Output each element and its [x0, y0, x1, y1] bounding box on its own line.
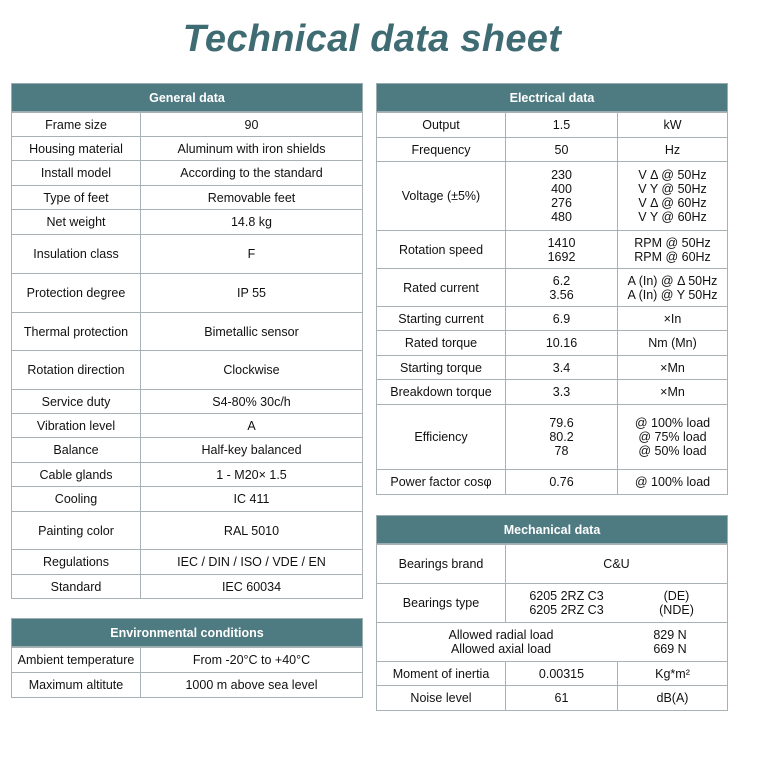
mech-value-group	[506, 584, 728, 623]
general-row	[12, 186, 363, 210]
general-row	[12, 161, 363, 186]
electrical-label: Output	[377, 113, 506, 138]
general-row	[12, 575, 363, 599]
mech-label: Bearings brand	[377, 545, 506, 584]
electrical-data-header: Electrical data	[376, 83, 728, 112]
electrical-row	[377, 138, 728, 162]
general-label: Type of feet	[12, 186, 141, 210]
electrical-row	[377, 231, 728, 269]
electrical-unit: V Δ @ 50Hz V Y @ 50Hz V Δ @ 60Hz V Y @ 60Hz	[618, 162, 728, 231]
general-value: Clockwise	[141, 351, 363, 390]
electrical-value: 1410 1692	[506, 231, 618, 269]
mech-label: Noise level	[377, 686, 506, 711]
electrical-unit: Nm (Mn)	[618, 331, 728, 356]
environmental-label: Maximum altitute	[12, 673, 141, 698]
environmental-value: From -20°C to +40°C	[141, 648, 363, 673]
mech-unit: Kg*m²	[618, 662, 728, 686]
general-label: Net weight	[12, 210, 141, 235]
mech-row-loads	[377, 623, 728, 662]
general-value: Bimetallic sensor	[141, 313, 363, 351]
electrical-row	[377, 269, 728, 307]
electrical-unit: ×In	[618, 307, 728, 331]
general-value: 14.8 kg	[141, 210, 363, 235]
general-label: Cable glands	[12, 463, 141, 487]
mech-row-inertia	[377, 662, 728, 686]
general-label: Rotation direction	[12, 351, 141, 390]
electrical-unit: A (In) @ Δ 50Hz A (In) @ Y 50Hz	[618, 269, 728, 307]
environmental-section	[11, 618, 363, 698]
electrical-row	[377, 470, 728, 495]
general-row	[12, 274, 363, 313]
general-value: Half-key balanced	[141, 438, 363, 463]
mech-value-group	[377, 623, 728, 662]
environmental-value: 1000 m above sea level	[141, 673, 363, 698]
mech-value: 829 N 669 N	[653, 628, 687, 656]
general-value: Aluminum with iron shields	[141, 137, 363, 161]
mech-value: 61	[506, 686, 618, 711]
general-label: Insulation class	[12, 235, 141, 274]
electrical-value: 3.4	[506, 356, 618, 380]
mechanical-data-header: Mechanical data	[376, 515, 728, 544]
electrical-row	[377, 307, 728, 331]
mech-row-bearings-type	[377, 584, 728, 623]
mech-label: Allowed radial load Allowed axial load	[448, 628, 554, 656]
mech-value: C&U	[506, 545, 728, 584]
electrical-label: Rated torque	[377, 331, 506, 356]
general-value: IP 55	[141, 274, 363, 313]
general-label: Thermal protection	[12, 313, 141, 351]
general-label: Protection degree	[12, 274, 141, 313]
mechanical-data-table	[376, 544, 728, 711]
general-row	[12, 351, 363, 390]
general-value: S4-80% 30c/h	[141, 390, 363, 414]
mech-value: 6205 2RZ C3 6205 2RZ C3	[529, 589, 604, 617]
electrical-row	[377, 331, 728, 356]
electrical-unit: @ 100% load	[618, 470, 728, 495]
general-value: Removable feet	[141, 186, 363, 210]
mech-unit: dB(A)	[618, 686, 728, 711]
general-row	[12, 550, 363, 575]
general-label: Service duty	[12, 390, 141, 414]
general-label: Frame size	[12, 113, 141, 137]
general-label: Install model	[12, 161, 141, 186]
environmental-label: Ambient temperature	[12, 648, 141, 673]
mech-label: Bearings type	[377, 584, 506, 623]
electrical-row	[377, 405, 728, 470]
environmental-row	[12, 648, 363, 673]
electrical-label: Starting current	[377, 307, 506, 331]
general-value: RAL 5010	[141, 512, 363, 550]
electrical-value: 230 400 276 480	[506, 162, 618, 231]
electrical-row	[377, 113, 728, 138]
general-value: IEC 60034	[141, 575, 363, 599]
electrical-label: Rotation speed	[377, 231, 506, 269]
electrical-value: 6.9	[506, 307, 618, 331]
general-row	[12, 137, 363, 161]
electrical-row	[377, 162, 728, 231]
general-row	[12, 210, 363, 235]
general-value: IC 411	[141, 487, 363, 512]
mech-value: 0.00315	[506, 662, 618, 686]
general-data-section	[11, 83, 363, 599]
general-data-header: General data	[11, 83, 363, 112]
electrical-data-section	[376, 83, 728, 495]
general-label: Painting color	[12, 512, 141, 550]
electrical-row	[377, 356, 728, 380]
electrical-data-table	[376, 112, 728, 495]
general-label: Balance	[12, 438, 141, 463]
electrical-row	[377, 380, 728, 405]
electrical-label: Voltage (±5%)	[377, 162, 506, 231]
mech-label: Moment of inertia	[377, 662, 506, 686]
electrical-label: Frequency	[377, 138, 506, 162]
electrical-label: Rated current	[377, 269, 506, 307]
electrical-value: 0.76	[506, 470, 618, 495]
general-label: Standard	[12, 575, 141, 599]
general-value: IEC / DIN / ISO / VDE / EN	[141, 550, 363, 575]
general-data-table	[11, 112, 363, 599]
electrical-unit: kW	[618, 113, 728, 138]
general-value: 1 - M20× 1.5	[141, 463, 363, 487]
electrical-value: 10.16	[506, 331, 618, 356]
general-row	[12, 414, 363, 438]
electrical-value: 79.6 80.2 78	[506, 405, 618, 470]
electrical-value: 50	[506, 138, 618, 162]
general-label: Housing material	[12, 137, 141, 161]
electrical-unit: RPM @ 50Hz RPM @ 60Hz	[618, 231, 728, 269]
mech-row-noise	[377, 686, 728, 711]
general-row	[12, 487, 363, 512]
general-label: Vibration level	[12, 414, 141, 438]
electrical-value: 3.3	[506, 380, 618, 405]
electrical-label: Power factor cosφ	[377, 470, 506, 495]
environmental-header: Environmental conditions	[11, 618, 363, 647]
electrical-label: Efficiency	[377, 405, 506, 470]
electrical-unit: Hz	[618, 138, 728, 162]
mechanical-data-section	[376, 515, 728, 711]
general-value: F	[141, 235, 363, 274]
page-title: Technical data sheet	[182, 18, 562, 60]
electrical-label: Starting torque	[377, 356, 506, 380]
general-value: According to the standard	[141, 161, 363, 186]
general-label: Cooling	[12, 487, 141, 512]
general-label: Regulations	[12, 550, 141, 575]
electrical-unit: ×Mn	[618, 380, 728, 405]
mech-unit: (DE) (NDE)	[659, 589, 694, 617]
general-value: 90	[141, 113, 363, 137]
general-row	[12, 113, 363, 137]
mech-row-bearings-brand	[377, 545, 728, 584]
electrical-value: 6.2 3.56	[506, 269, 618, 307]
general-row	[12, 313, 363, 351]
general-row	[12, 390, 363, 414]
electrical-unit: @ 100% load @ 75% load @ 50% load	[618, 405, 728, 470]
general-row	[12, 463, 363, 487]
electrical-unit: ×Mn	[618, 356, 728, 380]
general-row	[12, 438, 363, 463]
electrical-value: 1.5	[506, 113, 618, 138]
general-row	[12, 512, 363, 550]
general-row	[12, 235, 363, 274]
general-value: A	[141, 414, 363, 438]
electrical-label: Breakdown torque	[377, 380, 506, 405]
environmental-row	[12, 673, 363, 698]
environmental-table	[11, 647, 363, 698]
